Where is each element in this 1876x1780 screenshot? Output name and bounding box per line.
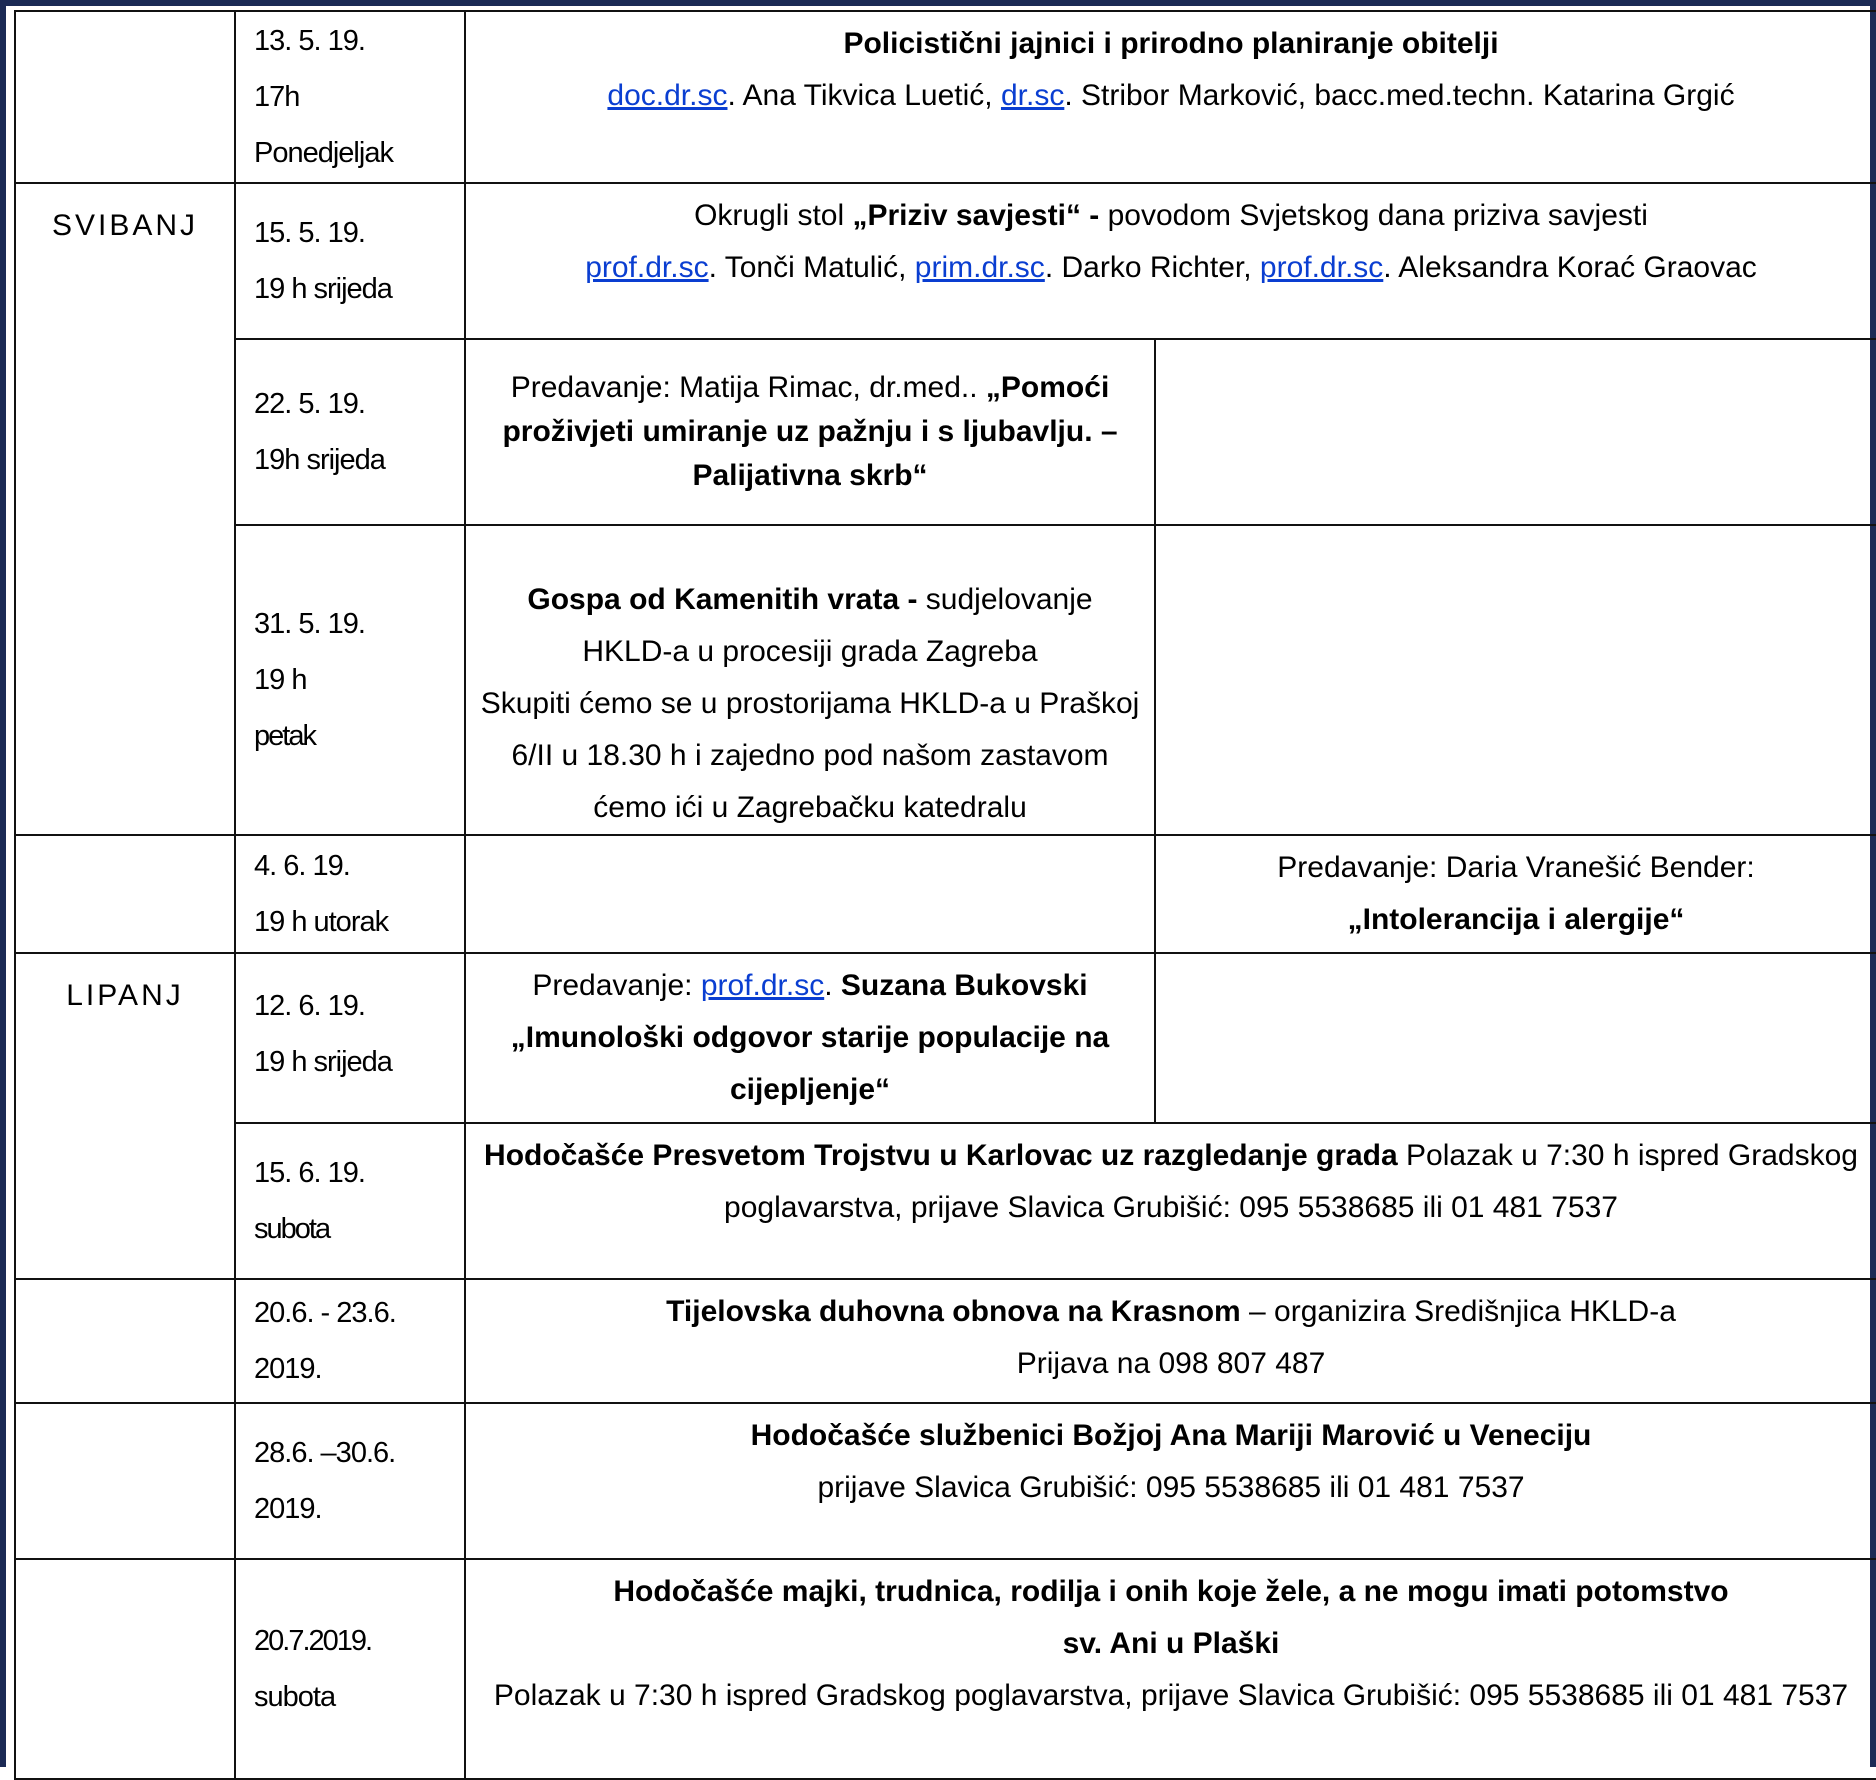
month-label-svibanj: SVIBANJ (15, 183, 235, 835)
event-title: Tijelovska duhovna obnova na Krasnom (666, 1295, 1241, 1328)
empty-cell (1155, 953, 1876, 1123)
day-line: Ponedjeljak (254, 137, 393, 169)
time-line: 19h srijeda (254, 444, 385, 476)
event-title-line (480, 190, 1862, 242)
event-details: prijave Slavica Grubišić: 095 5538685 ili 01 481 7537 (817, 1471, 1525, 1504)
speaker-title-link[interactable]: prof.dr.sc (585, 251, 709, 284)
date-line: 22. 5. 19. (254, 388, 365, 420)
event-prefix: Predavanje: (532, 969, 701, 1002)
speaker-name: . Darko Richter, (1044, 251, 1260, 284)
speaker-name: . Stribor Marković, bacc.med.techn. Katarina Grgić (1064, 79, 1735, 112)
table-row (15, 953, 1876, 1123)
date-cell (235, 1559, 465, 1779)
table-row (15, 1559, 1876, 1779)
table-row (15, 11, 1876, 183)
date-line: 31. 5. 19. (254, 608, 365, 640)
date-cell (235, 835, 465, 953)
year-line: 2019. (254, 1353, 322, 1385)
event-prefix: Predavanje: Daria Vranešić Bender: (1277, 851, 1755, 884)
empty-cell (1155, 525, 1876, 835)
event-title-line (480, 574, 1140, 678)
event-title: Policistični jajnici i prirodno planiranje obitelji (843, 27, 1499, 60)
date-cell (235, 953, 465, 1123)
date-line: 15. 5. 19. (254, 217, 365, 249)
date-cell (235, 1403, 465, 1559)
event-cell (465, 953, 1155, 1123)
date-cell (235, 1123, 465, 1279)
event-title: Gospa od Kamenitih vrata - (527, 583, 918, 616)
event-cell (465, 1403, 1876, 1559)
month-cell-empty (15, 1279, 235, 1403)
event-suffix: sudjelovanje HKLD-a u procesiji grada Zagreba (582, 583, 1093, 668)
time-line: 19 h srijeda (254, 1046, 392, 1078)
speaker-name: . Aleksandra Korać Graovac (1383, 251, 1757, 284)
month-cell-empty (15, 11, 235, 183)
event-title: „Imunološki odgovor starije populacije na cijepljenje“ (510, 1021, 1110, 1106)
date-line: 28.6. –30.6. (254, 1437, 396, 1469)
table-row (15, 183, 1876, 339)
event-speaker-line (480, 960, 1140, 1012)
event-speakers (480, 70, 1862, 122)
day-line: subota (254, 1213, 330, 1245)
table-row (15, 1123, 1876, 1279)
month-label-lipanj: LIPANJ (15, 953, 235, 1279)
table-row (15, 835, 1876, 953)
table-row (15, 1403, 1876, 1559)
year-line: 2019. (254, 1493, 322, 1525)
event-cell (465, 11, 1876, 183)
frame-border-left (0, 0, 6, 1767)
event-schedule-table (14, 10, 1876, 1780)
event-details: Polazak u 7:30 h ispred Gradskog poglavarstva, prijave Slavica Grubišić: 095 5538685 ili 01 481 7537 (493, 1679, 1849, 1712)
empty-cell (465, 835, 1155, 953)
speaker-name: . Ana Tikvica Luetić, (727, 79, 1001, 112)
date-line: 15. 6. 19. (254, 1157, 365, 1189)
date-line: 12. 6. 19. (254, 990, 365, 1022)
speaker-title-link[interactable]: prim.dr.sc (914, 251, 1045, 284)
event-prefix: Okrugli stol (694, 199, 853, 232)
day-line: petak (254, 720, 315, 752)
event-title: Hodočašće Presvetom Trojstvu u Karlovac uz razgledanje grada (484, 1139, 1398, 1172)
day-line: subota (254, 1681, 336, 1713)
speaker-title-link[interactable]: doc.dr.sc (607, 79, 728, 112)
event-title: Hodočašće majki, trudnica, rodilja i onih koje žele, a ne mogu imati potomstvo (613, 1575, 1729, 1608)
event-title: Hodočašće službenici Božjoj Ana Mariji Marović u Veneciju (750, 1419, 1592, 1452)
date-cell (235, 183, 465, 339)
date-line: 4. 6. 19. (254, 850, 350, 882)
table-row (15, 525, 1876, 835)
event-title-line (480, 1286, 1862, 1338)
event-cell (465, 1559, 1876, 1779)
event-suffix: povodom Svjetskog dana priziva savjesti (1099, 199, 1648, 232)
table-row (15, 1279, 1876, 1403)
event-cell (1155, 835, 1876, 953)
event-speakers (480, 242, 1862, 294)
table-row (15, 339, 1876, 525)
event-suffix: – organizira Središnjica HKLD-a (1240, 1295, 1676, 1328)
event-details: Prijava na 098 807 487 (1016, 1347, 1326, 1380)
speaker-separator: . (824, 969, 841, 1002)
speaker-title-link[interactable]: dr.sc (1000, 79, 1065, 112)
event-cell (465, 525, 1155, 835)
date-cell (235, 11, 465, 183)
frame-border-top (0, 0, 1876, 6)
event-details: Polazak u 7:30 h ispred Gradskog poglavarstva, prijave Slavica Grubišić: 095 5538685 ili 01 481 7537 (724, 1139, 1858, 1224)
time-line: 19 h utorak (254, 906, 389, 938)
event-cell (465, 183, 1876, 339)
time-line: 19 h (254, 664, 307, 696)
date-cell (235, 339, 465, 525)
event-title: „Intolerancija i alergije“ (1347, 903, 1685, 936)
date-cell (235, 1279, 465, 1403)
speaker-name: Suzana Bukovski (840, 969, 1088, 1002)
event-title: „Pomoći proživjeti umiranje uz pažnju i s ljubavlju. – Palijativna skrb“ (502, 371, 1118, 492)
month-cell-empty (15, 1403, 235, 1559)
event-cell (465, 339, 1155, 525)
speaker-title-link[interactable]: prof.dr.sc (1259, 251, 1384, 284)
date-line: 20.7.2019. (254, 1625, 372, 1657)
speaker-title-link[interactable]: prof.dr.sc (700, 969, 825, 1002)
event-cell (465, 1279, 1876, 1403)
month-cell-empty (15, 835, 235, 953)
time-line: 19 h srijeda (254, 273, 392, 305)
time-line: 17h (254, 81, 300, 113)
event-title-continued: sv. Ani u Plaški (1062, 1627, 1280, 1660)
date-line: 13. 5. 19. (254, 25, 365, 57)
date-cell (235, 525, 465, 835)
event-title: „Priziv savjesti“ - (852, 199, 1100, 232)
date-line: 20.6. - 23.6. (254, 1297, 396, 1329)
empty-cell (1155, 339, 1876, 525)
event-prefix: Predavanje: Matija Rimac, dr.med.. (510, 371, 986, 404)
event-details: Skupiti ćemo se u prostorijama HKLD-a u Praškoj 6/II u 18.30 h i zajedno pod našom zastavom ćemo ići u Zagrebačku katedralu (480, 687, 1140, 824)
speaker-name: . Tonči Matulić, (708, 251, 915, 284)
event-cell (465, 1123, 1876, 1279)
month-cell-empty (15, 1559, 235, 1779)
